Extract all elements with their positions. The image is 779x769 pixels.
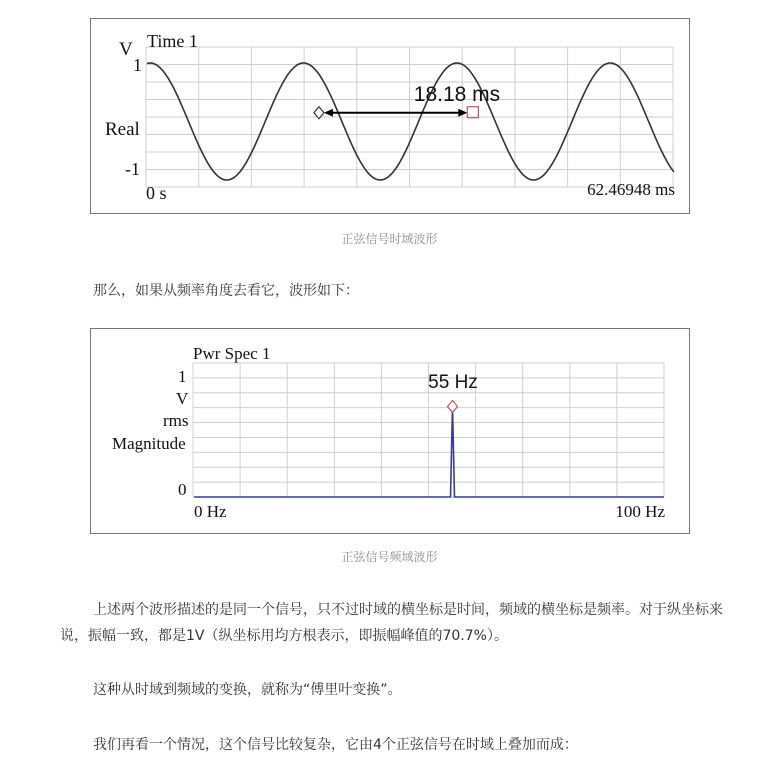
- paragraph-1: 那么，如果从频率角度去看它，波形如下：: [93, 283, 359, 299]
- peak-marker: [448, 401, 458, 413]
- paragraph-3: 这种从时域到频域的变换，就称为“傅里叶变换”。: [93, 682, 402, 698]
- x-end-label: 62.46948 ms: [587, 180, 675, 199]
- y-bottom-tick: 0: [178, 480, 187, 499]
- arrow-head-right: [458, 109, 467, 117]
- x-end-label: 100 Hz: [615, 502, 665, 521]
- y-axis-label: Magnitude: [112, 434, 186, 453]
- figure1-caption: 正弦信号时域波形: [341, 232, 438, 246]
- y-top-tick: 1: [178, 367, 187, 386]
- chart-title: Time 1: [147, 31, 198, 51]
- paragraph-4: 我们再看一个情况，这个信号比较复杂，它由4个正弦信号在时域上叠加而成：: [93, 737, 578, 753]
- period-annotation: 18.18 ms: [413, 83, 501, 106]
- chart-title: Pwr Spec 1: [193, 344, 271, 363]
- y-unit-label: V: [119, 39, 133, 60]
- x-start-label: 0 Hz: [194, 502, 227, 521]
- frequency-domain-chart: [91, 329, 689, 533]
- y-unit-rms: rms: [163, 411, 189, 430]
- sine-wave: [147, 63, 674, 180]
- x-start-label: 0 s: [146, 183, 167, 203]
- y-top-tick: 1: [133, 55, 142, 75]
- time-domain-chart: [91, 19, 689, 213]
- peak-annotation: 55 Hz: [428, 372, 478, 393]
- arrow-head-left: [324, 109, 333, 117]
- cursor-marker-right: [467, 107, 478, 118]
- time-domain-figure: [90, 18, 690, 214]
- y-unit-v: V: [176, 389, 189, 408]
- paragraph-2: 上述两个波形描述的是同一个信号，只不过时域的横坐标是时间，频域的横坐标是频率。对于纵坐标来说，振幅一致，都是1V（纵坐标用均方根表示，即振幅峰值的70.7%）。: [60, 602, 723, 644]
- frequency-domain-figure: [90, 328, 690, 534]
- figure2-caption: 正弦信号频域波形: [341, 550, 438, 564]
- y-bottom-tick: -1: [125, 159, 140, 179]
- time-grid: [146, 47, 673, 187]
- y-axis-label: Real: [105, 119, 140, 140]
